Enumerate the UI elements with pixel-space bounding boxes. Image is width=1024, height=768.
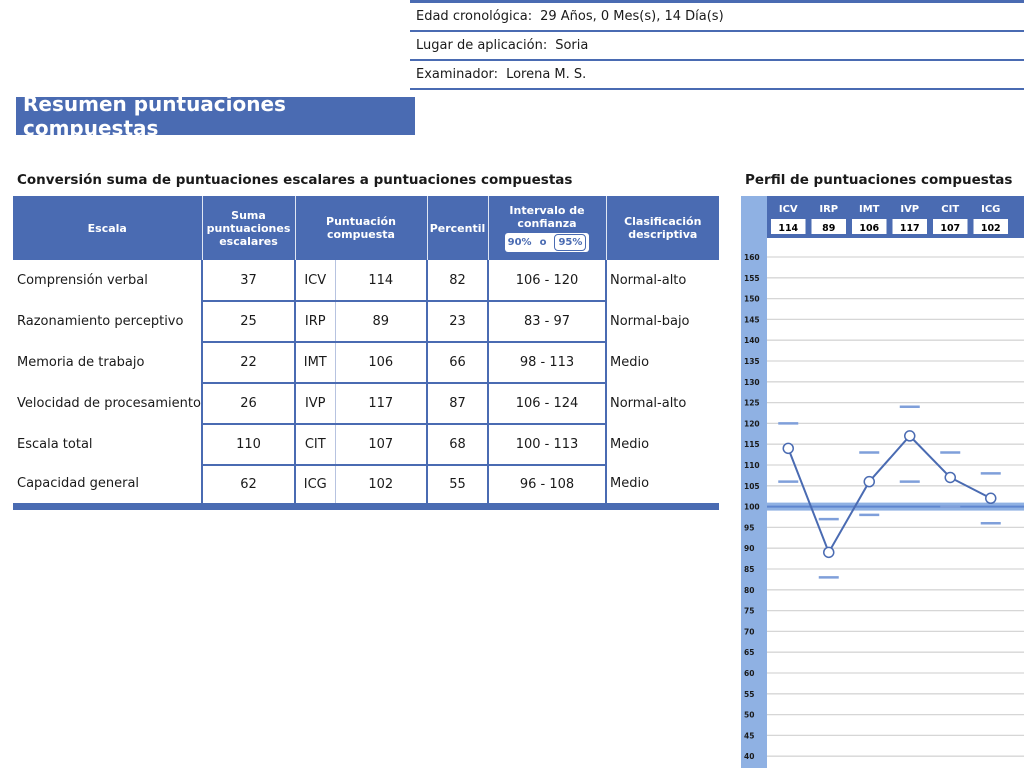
info-value: Lorena M. S. [506,67,587,82]
table-row [13,465,719,506]
ci-90-option[interactable]: 90% [507,237,532,248]
row-classification: Medio [610,355,650,370]
intervalo-label: Intervalo de confianza [509,204,585,230]
score-point [864,477,874,487]
y-tick-label: 115 [744,440,760,450]
row-sum: 110 [202,424,295,465]
row-name: Capacidad general [13,465,202,506]
table-row [13,260,719,301]
row-score: 117 [335,383,427,424]
chart-title: Perfil de puntuaciones compuestas [745,172,1013,188]
row-sum: 37 [202,260,295,301]
chart-value-label: 102 [980,223,1001,234]
header-intervalo [488,196,606,260]
chart-value-label: 114 [778,223,799,234]
row-score: 102 [335,465,427,506]
info-value: Soria [555,38,589,53]
chart-category-label: IMT [859,204,880,215]
row-percentile: 23 [427,301,488,342]
row-score: 106 [335,342,427,383]
info-block [410,0,1024,90]
y-tick-label: 155 [744,273,760,283]
y-tick-label: 100 [744,502,760,512]
score-point [905,431,915,441]
row-abbr: IRP [295,301,335,342]
row-score: 114 [335,260,427,301]
score-point [783,443,793,453]
row-percentile: 68 [427,424,488,465]
table-title: Conversión suma de puntuaciones escalares a puntuaciones compuestas [17,172,573,188]
y-tick-label: 140 [744,336,760,346]
y-tick-label: 40 [744,752,755,762]
row-interval: 96 - 108 [488,465,606,506]
row-classification: Normal-alto [610,396,687,411]
chart-value-label: 107 [940,223,961,234]
y-tick-label: 50 [744,710,755,720]
row-name: Velocidad de procesamiento [13,383,202,424]
row-classification: Medio [606,465,719,506]
info-key: Lugar de aplicación: [416,38,548,53]
row-abbr: ICG [295,465,335,506]
table-row [13,424,719,465]
table-body [13,260,719,506]
y-tick-label: 130 [744,377,760,387]
info-key: Examinador: [416,67,499,82]
chart-category-label: IVP [900,204,920,215]
y-tick-label: 85 [744,565,755,574]
y-tick-label: 150 [744,294,760,304]
chart-value-label: 89 [822,223,836,234]
table-row [13,342,719,383]
row-classification: Normal-bajo [610,314,690,329]
row-name: Escala total [13,424,202,465]
row-percentile: 82 [427,260,488,301]
info-row-age [410,0,1024,32]
profile-chart [741,196,1024,768]
info-row-examiner [410,61,1024,90]
header-percentil: Percentil [427,196,488,260]
row-abbr: IVP [295,383,335,424]
ci-or-label: o [539,237,547,248]
info-row-location [410,32,1024,61]
row-abbr: CIT [295,424,335,465]
info-key: Edad cronológica: [416,9,533,24]
y-tick-label: 135 [744,357,760,366]
y-tick-label: 75 [744,606,755,616]
table-header-row [13,196,719,260]
score-point [986,493,996,503]
chart-value-label: 117 [899,223,920,234]
y-tick-label: 45 [744,731,755,741]
y-tick-label: 60 [744,669,755,678]
row-sum: 26 [202,383,295,424]
row-interval: 106 - 124 [488,383,606,424]
row-percentile: 55 [427,465,488,506]
y-tick-label: 80 [744,585,755,595]
chart-category-label: ICG [981,204,1001,215]
row-sum: 62 [202,465,295,506]
row-abbr: IMT [295,342,335,383]
score-point [945,472,955,482]
chart-category-label: IRP [819,204,839,215]
y-tick-label: 105 [744,481,760,491]
row-percentile: 66 [427,342,488,383]
row-sum: 25 [202,301,295,342]
y-tick-label: 95 [744,523,755,533]
header-puntuacion: Puntuación compuesta [295,196,427,260]
profile-chart-svg [741,196,1024,768]
y-tick-label: 125 [744,398,760,408]
y-tick-label: 160 [744,253,760,262]
row-percentile: 87 [427,383,488,424]
row-sum: 22 [202,342,295,383]
row-interval: 106 - 120 [488,260,606,301]
row-name: Comprensión verbal [13,260,202,301]
row-name: Razonamiento perceptivo [13,301,202,342]
confidence-selector [505,233,590,252]
y-tick-label: 90 [744,544,755,554]
row-classification: Medio [610,437,650,452]
y-tick-label: 70 [744,627,755,637]
section-banner: Resumen puntuaciones compuestas [16,97,415,135]
row-interval: 83 - 97 [488,301,606,342]
y-tick-label: 120 [744,419,760,429]
scores-table [13,196,719,510]
row-classification: Normal-alto [610,273,687,288]
chart-value-label: 106 [859,223,880,234]
row-score: 107 [335,424,427,465]
header-suma: Suma puntuaciones escalares [202,196,295,260]
score-point [824,547,834,557]
chart-category-label: CIT [941,204,960,215]
info-value: 29 Años, 0 Mes(s), 14 Día(s) [540,9,724,24]
y-tick-label: 110 [744,461,760,470]
row-interval: 100 - 113 [488,424,606,465]
row-abbr: ICV [295,260,335,301]
y-tick-label: 65 [744,648,755,658]
row-name: Memoria de trabajo [13,342,202,383]
ci-95-option[interactable]: 95% [554,234,586,251]
y-tick-label: 55 [744,689,755,699]
header-clasificacion: Clasificación descriptiva [606,196,719,260]
row-interval: 98 - 113 [488,342,606,383]
y-tick-label: 145 [744,315,760,325]
row-score: 89 [335,301,427,342]
table-row [13,301,719,342]
chart-category-label: ICV [778,204,798,215]
table-row [13,383,719,424]
header-escala: Escala [13,196,202,260]
